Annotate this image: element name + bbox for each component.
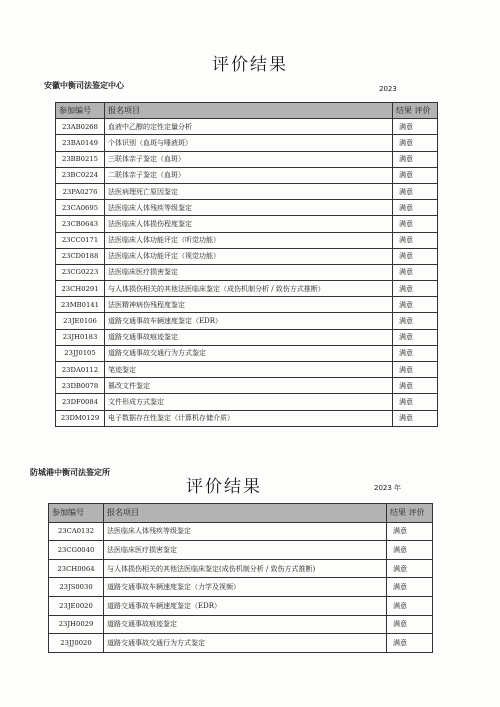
cell-result: 满意: [393, 216, 438, 232]
cell-item: 法医临床人体残疾等级鉴定: [105, 200, 393, 216]
cell-code: 23CH0064: [49, 559, 104, 578]
cell-result: 满意: [393, 135, 438, 151]
cell-code: 23CA0695: [56, 200, 105, 216]
cell-item: 法医临床医疗损害鉴定: [104, 541, 387, 560]
table-row: [49, 522, 433, 541]
cell-code: 23CD0188: [56, 248, 105, 264]
cell-item: 法医临床人体损伤程度鉴定: [105, 216, 393, 232]
cell-item: 道路交通事故车辆速度鉴定（EDR）: [104, 596, 387, 615]
header-code: 参加编号: [49, 504, 104, 523]
cell-item: 道路交通事故痕迹鉴定: [104, 615, 387, 634]
table-row: [56, 167, 438, 183]
results-table: [55, 102, 438, 427]
cell-result: 满意: [393, 362, 438, 378]
cell-item: 法医精神病伤残程度鉴定: [105, 297, 393, 313]
cell-item: 法医临床人体功能评定（视觉功能）: [105, 248, 393, 264]
cell-item: 血液中乙醇的定性定量分析: [105, 119, 393, 135]
cell-code: 23DM0129: [56, 410, 105, 426]
cell-result: 满意: [393, 281, 438, 297]
cell-result: 满意: [393, 151, 438, 167]
table-header-row: [56, 103, 438, 119]
cell-code: 23AB0268: [56, 119, 105, 135]
cell-result: 满意: [393, 345, 438, 361]
cell-result: 满意: [387, 522, 433, 541]
cell-item: 三联体亲子鉴定（血斑）: [105, 151, 393, 167]
cell-item: 个体识别（血斑与唾液斑）: [105, 135, 393, 151]
header-result: 结果 评价: [393, 103, 438, 119]
cell-code: 23CA0132: [49, 522, 104, 541]
cell-code: 23JH0183: [56, 329, 105, 345]
table-row: [56, 394, 438, 410]
cell-code: 23JH0029: [49, 615, 104, 634]
cell-item: 法医临床人体功能评定（听觉功能）: [105, 232, 393, 248]
cell-result: 满意: [393, 313, 438, 329]
cell-result: 满意: [387, 596, 433, 615]
cell-item: 道路交通事故交通行为方式鉴定: [104, 634, 387, 653]
cell-code: 23BA0149: [56, 135, 105, 151]
table-row: [49, 559, 433, 578]
cell-code: 23CG0040: [49, 541, 104, 560]
table-row: [49, 615, 433, 634]
cell-item: 道路交通事故交通行为方式鉴定: [105, 345, 393, 361]
cell-item: 道路交通事故车辆速度鉴定（力学及视频）: [104, 578, 387, 597]
cell-item: 与人体损伤相关的其他法医临床鉴定（成伤机制分析 / 致伤方式推断）: [105, 281, 393, 297]
cell-code: 23JE0106: [56, 313, 105, 329]
header-result: 结果 评价: [387, 504, 433, 523]
cell-item: 法医临床人体残疾等级鉴定: [104, 522, 387, 541]
cell-item: 法医病理死亡原因鉴定: [105, 183, 393, 199]
cell-result: 满意: [393, 200, 438, 216]
table-row: [56, 264, 438, 280]
cell-result: 满意: [393, 297, 438, 313]
table-row: [56, 297, 438, 313]
cell-result: 满意: [393, 378, 438, 394]
page-title: 评价结果: [212, 55, 288, 75]
cell-result: 满意: [393, 394, 438, 410]
header-item: 报名项目: [105, 103, 393, 119]
cell-result: 满意: [387, 559, 433, 578]
cell-code: 23JJ0020: [49, 634, 104, 653]
cell-code: 23JS0030: [49, 578, 104, 597]
cell-item: 道路交通事故痕迹鉴定: [105, 329, 393, 345]
cell-result: 满意: [387, 615, 433, 634]
cell-code: 23DF0084: [56, 394, 105, 410]
table-row: [56, 248, 438, 264]
cell-code: 23DB0078: [56, 378, 105, 394]
cell-result: 满意: [387, 634, 433, 653]
cell-code: 23JJ0105: [56, 345, 105, 361]
cell-item: 笔迹鉴定: [105, 362, 393, 378]
table-header-row: [49, 504, 433, 523]
cell-item: 文件形成方式鉴定: [105, 394, 393, 410]
cell-code: 23CB0643: [56, 216, 105, 232]
cell-result: 满意: [393, 264, 438, 280]
table-row: [56, 313, 438, 329]
header-code: 参加编号: [56, 103, 105, 119]
table-row: [56, 232, 438, 248]
cell-code: 23CG0223: [56, 264, 105, 280]
table-row: [56, 216, 438, 232]
table-row: [56, 281, 438, 297]
cell-result: 满意: [393, 167, 438, 183]
table-row: [56, 362, 438, 378]
cell-item: 篡改文件鉴定: [105, 378, 393, 394]
cell-item: 道路交通事故车辆速度鉴定（EDR）: [105, 313, 393, 329]
table-row: [49, 541, 433, 560]
cell-code: 23DA0112: [56, 362, 105, 378]
cell-code: 23CC0171: [56, 232, 105, 248]
organization-name: 防城港中衡司法鉴定所: [30, 468, 110, 477]
table-row: [56, 119, 438, 135]
cell-result: 满意: [393, 232, 438, 248]
table-row: [56, 183, 438, 199]
cell-item: 电子数据存在性鉴定（计算机存储介质）: [105, 410, 393, 426]
section-title: 评价结果: [186, 477, 262, 497]
cell-result: 满意: [387, 578, 433, 597]
cell-code: 23MB0141: [56, 297, 105, 313]
year-label: 2023 年: [374, 484, 402, 492]
cell-result: 满意: [393, 248, 438, 264]
cell-code: 23BC0224: [56, 167, 105, 183]
header-item: 报名项目: [104, 504, 387, 523]
cell-item: 法医临床医疗损害鉴定: [105, 264, 393, 280]
cell-result: 满意: [393, 183, 438, 199]
table-row: [56, 135, 438, 151]
organization-name: 安徽中衡司法鉴定中心: [44, 81, 124, 90]
year-label: 2023: [379, 85, 397, 93]
cell-result: 满意: [393, 410, 438, 426]
table-row: [49, 634, 433, 653]
cell-code: 23BB0215: [56, 151, 105, 167]
cell-item: 二联体亲子鉴定（血斑）: [105, 167, 393, 183]
cell-code: 23JE0020: [49, 596, 104, 615]
table-row: [49, 596, 433, 615]
cell-code: 23CH0291: [56, 281, 105, 297]
cell-code: 23PA0276: [56, 183, 105, 199]
results-table: [48, 503, 433, 653]
table-row: [49, 578, 433, 597]
table-row: [56, 345, 438, 361]
cell-result: 满意: [393, 329, 438, 345]
cell-item: 与人体损伤相关的其他法医临床鉴定(成伤机制分析 / 致伤方式推断): [104, 559, 387, 578]
table-row: [56, 378, 438, 394]
table-row: [56, 329, 438, 345]
table-row: [56, 200, 438, 216]
table-row: [56, 410, 438, 426]
cell-result: 满意: [393, 119, 438, 135]
cell-result: 满意: [387, 541, 433, 560]
table-row: [56, 151, 438, 167]
